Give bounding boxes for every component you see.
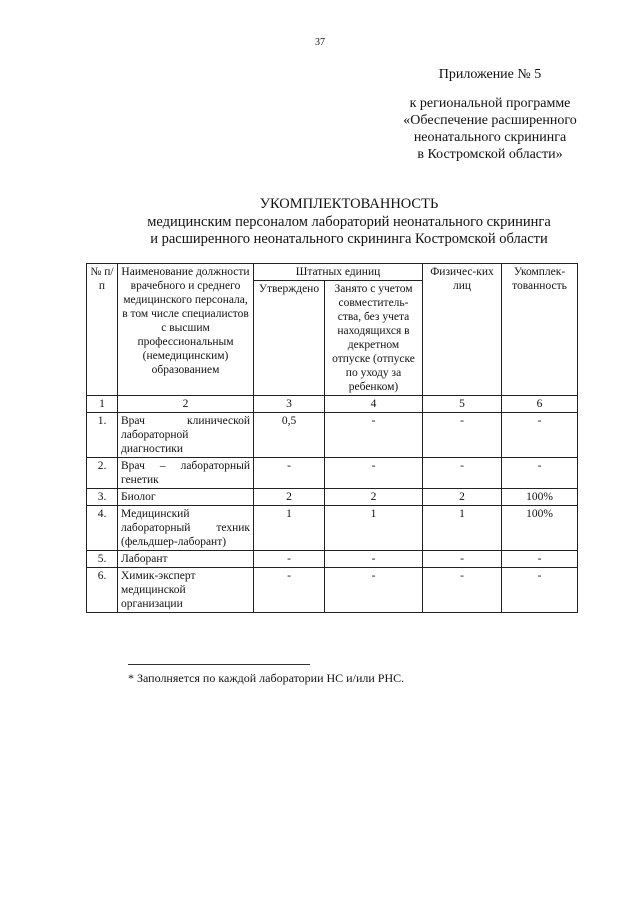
row-num: 3. [87, 489, 118, 506]
header-approved: Утверждено [254, 281, 325, 396]
row-approved: 0,5 [254, 413, 325, 458]
row-physical: - [423, 551, 502, 568]
row-physical: - [423, 568, 502, 613]
header-physical: Физичес-ких лиц [423, 264, 502, 396]
row-occupied: - [325, 458, 423, 489]
row-position: Врач – лабораторный генетик [118, 458, 254, 489]
row-approved: - [254, 551, 325, 568]
row-staffing: - [502, 551, 578, 568]
appendix-line: «Обеспечение расширенного [403, 113, 577, 128]
footnote: * Заполняется по каждой лаборатории НС и/или РНС. [128, 671, 405, 685]
row-occupied: - [325, 551, 423, 568]
header-staffing: Укомплек-тованность [502, 264, 578, 396]
appendix-block [390, 66, 590, 163]
row-occupied: - [325, 568, 423, 613]
column-number: 3 [254, 396, 325, 413]
page-number: 37 [315, 37, 325, 48]
column-number: 4 [325, 396, 423, 413]
title-line: и расширенного неонатального скрининга Костромской области [150, 231, 548, 247]
row-num: 5. [87, 551, 118, 568]
table-row [87, 506, 578, 551]
row-occupied: 2 [325, 489, 423, 506]
column-number: 5 [423, 396, 502, 413]
row-position: Химик-эксперт медицинской организации [118, 568, 254, 613]
row-approved: 1 [254, 506, 325, 551]
row-staffing: - [502, 458, 578, 489]
row-staffing: 100% [502, 489, 578, 506]
appendix-title: Приложение № 5 [438, 67, 542, 82]
staffing-table [86, 263, 578, 613]
table-row [87, 489, 578, 506]
row-occupied: 1 [325, 506, 423, 551]
table-row [87, 568, 578, 613]
header-staff-units: Штатных единиц [254, 264, 423, 281]
row-num: 6. [87, 568, 118, 613]
header-num: № п/п [87, 264, 118, 396]
footnote-divider [128, 664, 310, 665]
row-position: Биолог [118, 489, 254, 506]
row-position: Лаборант [118, 551, 254, 568]
appendix-line: к региональной программе [409, 96, 571, 111]
row-staffing: 100% [502, 506, 578, 551]
appendix-line: в Костромской области» [417, 147, 563, 162]
document-title [0, 196, 640, 249]
row-physical: - [423, 413, 502, 458]
table-header-row [87, 264, 578, 281]
row-num: 4. [87, 506, 118, 551]
header-occupied: Занято с учетом совместитель-ства, без учета находящихся в декретном отпуске (отпуске по уходу за ребенком) [325, 281, 423, 396]
row-physical: 2 [423, 489, 502, 506]
title-heading: УКОМПЛЕКТОВАННОСТЬ [259, 196, 439, 212]
row-approved: - [254, 458, 325, 489]
row-occupied: - [325, 413, 423, 458]
column-number: 2 [118, 396, 254, 413]
column-number: 6 [502, 396, 578, 413]
column-number: 1 [87, 396, 118, 413]
appendix-line: неонатального скрининга [413, 130, 567, 145]
row-position: Врач клинической лабораторной диагностики [118, 413, 254, 458]
row-num: 1. [87, 413, 118, 458]
table-row [87, 458, 578, 489]
row-staffing: - [502, 568, 578, 613]
header-position: Наименование должности врачебного и среднего медицинского персонала, в том числе специалистов с высшим профессиональным (немедицинским) образованием [118, 264, 254, 396]
row-physical: 1 [423, 506, 502, 551]
row-position: Медицинский лабораторный техник (фельдшер-лаборант) [118, 506, 254, 551]
column-number-row [87, 396, 578, 413]
row-approved: - [254, 568, 325, 613]
table-row [87, 413, 578, 458]
row-num: 2. [87, 458, 118, 489]
row-staffing: - [502, 413, 578, 458]
table-row [87, 551, 578, 568]
title-line: медицинским персоналом лабораторий неонатального скрининга [147, 213, 551, 230]
row-approved: 2 [254, 489, 325, 506]
row-physical: - [423, 458, 502, 489]
